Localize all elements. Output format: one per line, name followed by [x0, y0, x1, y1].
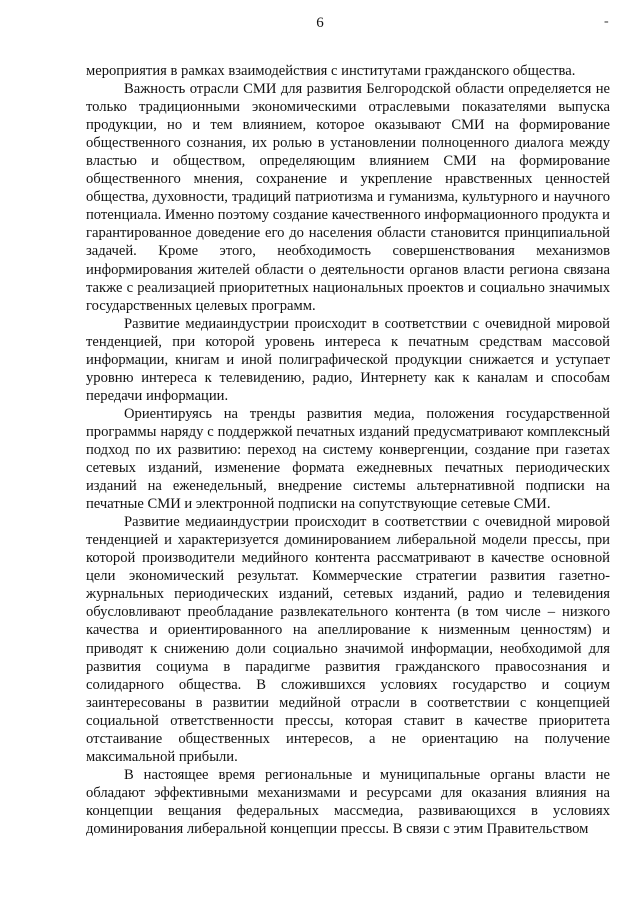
paragraph: Важность отрасли СМИ для развития Белгородской области определяется не только традиционными экономическими отраслевыми показателями выпуска продукции, но и тем влиянием, которое оказывают СМИ на формирование общественного сознания, их ролью в установлении полноценного диалога между властью и обществом, определяющим влиянием СМИ на формирование общественного мнения, сохранение и укрепление нравственных ценностей общества, духовности, традиций патриотизма и гуманизма, культурного и научного потенциала. Именно поэтому создание качественного информационного продукта и гарантированное доведение его до населения области становится принципиальной задачей. Кроме этого, необходимость совершенствования механизмов информирования жителей области о деятельности органов власти региона связана также с реализацией приоритетных национальных проектов и социально значимых государственных целевых программ.: [86, 81, 610, 314]
paragraph: В настоящее время региональные и муниципальные органы власти не обладают эффективными механизмами и ресурсами для оказания влияния на концепции вещания федеральных массмедиа, развивающихся в условиях доминирования либеральной концепции прессы. В связи с этим Правительством: [86, 766, 610, 837]
paragraph: Развитие медиаиндустрии происходит в соответствии с очевидной мировой тенденцией, при которой уровень интереса к печатным средствам массовой информации, книгам и иной полиграфической продукции снижается и уступает уровню интереса к телевидению, радио, Интернету как к каналам и способам передачи информации.: [86, 315, 610, 404]
document-body: [86, 62, 610, 838]
page-corner-mark: -: [604, 14, 609, 29]
paragraph: мероприятия в рамках взаимодействия с институтами гражданского общества.: [86, 63, 576, 79]
paragraph: Ориентируясь на тренды развития медиа, положения государственной программы наряду с поддержкой печатных изданий предусматривают комплексный подход по их развитию: переход на систему конвергенции, создание при газетах сетевых изданий, изменение формата ежедневных печатных периодических изданий на еженедельный, внедрение системы альтернативной подписки на печатные СМИ и электронной подписки на сопутствующие сетевые СМИ.: [86, 405, 610, 513]
page-number: 6: [316, 15, 324, 31]
paragraph: Развитие медиаиндустрии происходит в соответствии с очевидной мировой тенденцией и характеризуется доминированием либеральной модели прессы, при которой производители медийного контента рассматривают в качестве основной цели экономический результат. Коммерческие стратегии развития газетно-журнальных периодических изданий, сетевых изданий, радио и телевидения обусловливают преобладание развлекательного контента (в том числе – низкого качества и ориентированного на апеллирование к низменным ценностям) и приводят к снижению доли социально значимой информации, необходимой для развития социума в парадигме развития гражданского правосознания и солидарного общества. В сложившихся условиях государство и социум заинтересованы в развитии медийной отрасли в соответствии с концепцией социальной ответственности прессы, которая ставит в качестве приоритета отстаивание общественных интересов, а не ориентацию на получение максимальной прибыли.: [86, 514, 610, 765]
